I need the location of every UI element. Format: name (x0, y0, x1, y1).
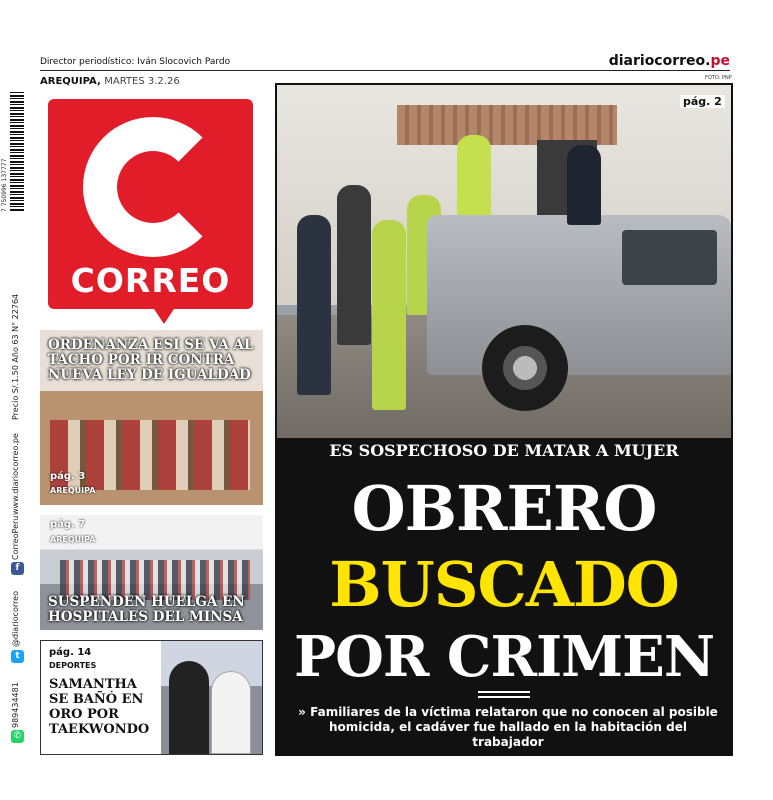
whatsapp-icon[interactable]: ✆ (11, 730, 24, 743)
headline-rule-top (478, 691, 530, 693)
officer-figure (337, 185, 371, 345)
headline-rule-bottom (478, 696, 530, 698)
dateline (40, 76, 180, 87)
coach-figure (169, 661, 209, 754)
facebook-handle: CorreoPeru (11, 515, 20, 560)
correo-logo[interactable] (40, 91, 263, 323)
photo-credit: FOTO: PNP (705, 75, 732, 81)
side-story-2-section: AREQUIPA (50, 535, 96, 544)
side-story-3-headline: SAMANTHA SE BAÑÓ EN ORO POR TAEKWONDO (49, 677, 150, 737)
side-story-1-headline: ORDENANZA ESI SE VA AL TACHO POR IR CONTRA NUEVA LEY DE IGUALDAD (48, 337, 254, 383)
side-story-3-page: pág. 14 (49, 647, 92, 658)
logo-speech-tail (152, 306, 176, 324)
whatsapp-number: 989434481 (11, 682, 20, 728)
main-photo-page: pág. 2 (680, 95, 725, 108)
side-story-1-section: AREQUIPA (50, 486, 96, 495)
side-story-1[interactable] (40, 330, 263, 505)
site-url[interactable] (609, 53, 730, 69)
main-story-photo[interactable] (275, 83, 733, 440)
truck-wheel (482, 325, 568, 411)
athlete-figure (211, 671, 251, 754)
main-deck: » Familiares de la víctima relataron que no conocen al posible homicida, el cadáver fue hallado en la habitación del trabajador (298, 705, 718, 749)
twitter-handle: @diariocorreo (11, 591, 20, 647)
officer-figure (297, 215, 331, 395)
side-story-3-section: DEPORTES (49, 661, 97, 670)
barcode-number: 7 750996 137777 (1, 158, 8, 212)
side-story-1-page: pág. 3 (50, 471, 86, 482)
dateline-date: MARTES 3.2.26 (104, 76, 180, 87)
logo-wordmark: CORREO (70, 261, 231, 300)
headline-line-2[interactable]: BUSCADO (329, 548, 679, 621)
site-url-main: diariocorreo. (608, 53, 711, 69)
price-line: Precio S/.1.50 Año 63 N° 22764 (11, 293, 20, 420)
site-url-tld: pe (710, 53, 730, 69)
headline-line-3[interactable]: POR CRIMEN (293, 624, 715, 690)
website-vertical[interactable]: www.diariocorreo.pe (11, 433, 20, 515)
logo-badge (48, 99, 253, 309)
dateline-city: AREQUIPA, (40, 76, 101, 87)
logo-c-mark (83, 117, 223, 257)
twitter-icon[interactable]: t (11, 650, 24, 663)
headline-line-1[interactable]: OBRERO (351, 472, 657, 545)
masthead-bar (40, 55, 730, 71)
truck-window (622, 230, 717, 285)
side-story-2-page: pág. 7 (50, 519, 86, 530)
photo-tile-roof (397, 105, 617, 145)
officer-figure (372, 220, 406, 410)
side-story-2-headline: SUSPENDEN HUELGA EN HOSPITALES DEL MINSA (48, 594, 245, 625)
side-story-3[interactable] (40, 640, 263, 755)
facebook-icon[interactable]: f (11, 562, 24, 575)
main-kicker: ES SOSPECHOSO DE MATAR A MUJER (329, 441, 679, 460)
director-credit: Director periodístico: Iván Slocovich Pardo (40, 57, 231, 67)
officer-figure (567, 145, 601, 225)
side-story-2[interactable] (40, 515, 263, 630)
